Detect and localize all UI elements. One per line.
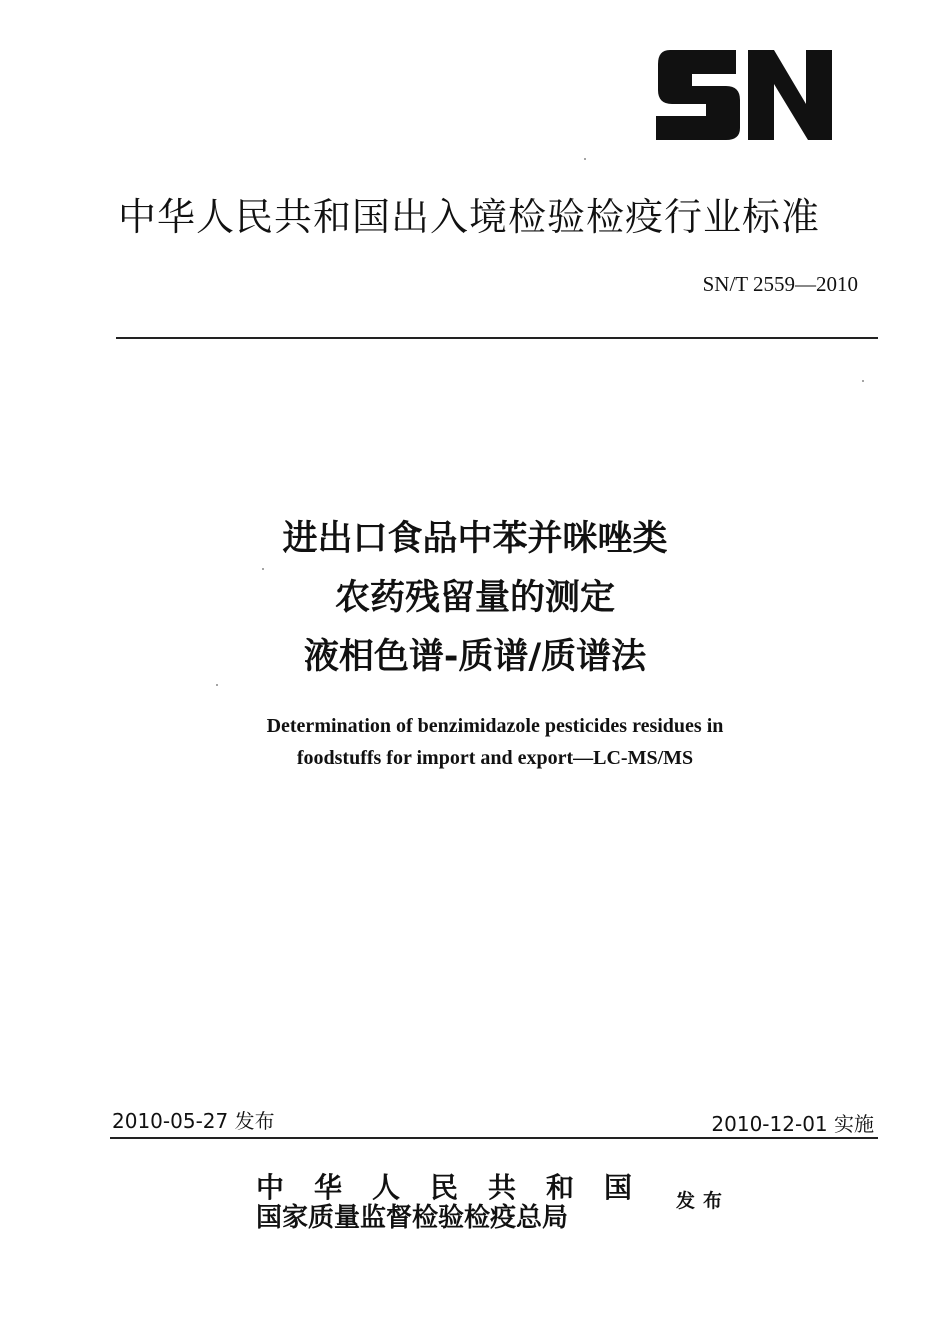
chinese-title-line-3: 液相色谱-质谱/质谱法 [303,637,647,677]
top-divider [116,337,878,339]
issuer-line-2: 国家质量监督检验检疫总局 [256,1203,569,1233]
chinese-title-line-2: 农药残留量的测定 [334,578,615,618]
chinese-title-line-1: 进出口食品中苯并咪唑类 [282,519,668,559]
bottom-divider [110,1137,878,1139]
publish-label: 发布 [676,1190,731,1212]
english-title [0,710,950,774]
scan-speck [584,158,586,160]
standard-code: SN/T 2559—2010 [702,272,858,296]
standard-category: 中华人民共和国出入境检验检疫行业标准 [118,195,821,239]
sn-logo [650,38,840,148]
issuer-line-1: 中华人民共和国 [256,1171,663,1204]
scan-speck [862,380,864,382]
chinese-title [0,510,950,687]
sn-logo-graphic [650,38,840,148]
issue-date: 2010-05-27 发布 [112,1109,275,1133]
english-title-line-1: Determination of benzimidazole pesticides residues in [266,715,724,737]
english-title-line-2: foodstuffs for import and export—LC-MS/MS [296,747,694,769]
scan-speck [216,684,218,686]
scan-speck [262,568,264,570]
implementation-date: 2010-12-01 实施 [711,1112,874,1136]
